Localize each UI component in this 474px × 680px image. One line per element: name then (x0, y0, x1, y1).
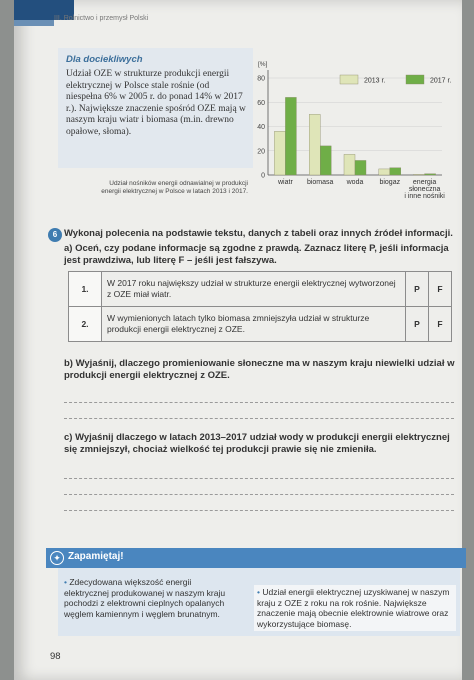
dlo-dociekliwych-title: Dla dociekliwych (66, 54, 143, 65)
row-number: 2. (69, 307, 102, 342)
option-f[interactable]: F (429, 272, 452, 307)
legend-label: 2013 r. (364, 77, 386, 85)
page-number: 98 (50, 651, 61, 662)
bullet-icon: • (257, 587, 263, 597)
zapamietaj-point-2-text: Udział energii elektrycznej uzyskiwanej w naszym kraju z OZE z roku na rok rośnie. Największe znaczenie mają obecnie elektrownie wiatrowe oraz wykorzystujące biomasę. (257, 587, 450, 629)
bar-2013 (344, 154, 355, 175)
answer-line[interactable] (64, 494, 454, 495)
bar-2013 (274, 131, 285, 175)
table-row (69, 307, 452, 342)
y-tick-label: 40 (257, 124, 265, 131)
bar-2017 (425, 174, 436, 175)
task-instruction: Wykonaj polecenia na podstawie tekstu, danych z tabeli oraz innych źródeł informacji. (64, 228, 453, 239)
task-c-label: c) Wyjaśnij dlaczego w latach 2013–2017 udział wody w produkcji energii elektrycznej się zmniejszył, chociaż wielkość tej produkcji prawie się nie zmieniła. (64, 432, 450, 455)
answer-line[interactable] (64, 510, 454, 511)
zapamietaj-point-1 (64, 577, 236, 619)
y-axis-label: [%] (258, 61, 268, 68)
y-tick-label: 60 (257, 99, 265, 107)
zapamietaj-point-1-text: Zdecydowana większość energii elektrycznej produkowanej w naszym kraju pochodzi z elektrowni cieplnych opalanych węglem kamiennym i węglem brunatnym. (64, 577, 226, 619)
running-title: III. Rolnictwo i przemysł Polski (54, 15, 149, 22)
statement-text: W 2017 roku największy udział w strukturze energii elektrycznej wytworzonej z OZE miał wiatr. (102, 272, 406, 307)
bar-2013 (379, 169, 390, 175)
legend-swatch (406, 75, 424, 84)
option-p[interactable]: P (406, 307, 429, 342)
y-tick-label: 0 (261, 172, 265, 180)
table-row (69, 272, 452, 307)
y-tick-label: 80 (257, 75, 265, 83)
bar-2017 (320, 146, 331, 175)
bullet-icon: • (64, 577, 70, 587)
y-tick-label: 20 (257, 148, 265, 156)
bar-2013 (309, 114, 320, 175)
x-category-label: energia słoneczna i inne nośniki (404, 179, 445, 200)
true-false-table (68, 271, 452, 342)
legend-label: 2017 r. (430, 77, 452, 85)
chart-caption: Udział nośników energii odnawialnej w produkcji energii elektrycznej w Polsce w latach 2013 i 2017. (101, 180, 248, 195)
lightbulb-icon: ✦ (50, 551, 64, 565)
dlo-dociekliwych-text: Udział OZE w strukturze produkcji energii elektrycznej w Polsce stale rośnie (od niespełna 6% w 2005 r. do ponad 14% w 2017 r.). Największe znaczenie spośród OZE mają w naszym kraju wiatr i biomasa (m.in. drewno opałowe, słoma). (66, 69, 246, 137)
x-category-label: woda (346, 179, 364, 186)
option-f[interactable]: F (429, 307, 452, 342)
task-a-label: a) Oceń, czy podane informacje są zgodne z prawdą. Zaznacz literę P, jeśli informacja jest prawdziwa, lub literę F – jeśli jest fałszywa. (64, 243, 449, 266)
bar-2017 (285, 97, 296, 175)
bar-2017 (355, 160, 366, 175)
bar-2017 (390, 168, 401, 175)
legend-swatch (340, 75, 358, 84)
option-p[interactable]: P (406, 272, 429, 307)
zapamietaj-point-2 (254, 585, 456, 631)
task-b-label: b) Wyjaśnij, dlaczego promieniowanie słoneczne ma w naszym kraju niewielki udział w produkcji energii elektrycznej z OZE. (64, 358, 455, 381)
zapamietaj-title: Zapamiętaj! (68, 551, 124, 562)
x-category-label: biogaz (379, 179, 401, 186)
bar-2013 (414, 174, 425, 175)
x-category-label: biomasa (306, 179, 334, 186)
x-category-label: wiatr (278, 179, 293, 186)
answer-line[interactable] (64, 478, 454, 479)
answer-line[interactable] (64, 418, 454, 419)
task-number-badge: 6 (48, 228, 62, 242)
statement-text: W wymienionych latach tylko biomasa zmniejszyła udział w strukturze produkcji energii elektrycznej z OZE. (102, 307, 406, 342)
answer-line[interactable] (64, 402, 454, 403)
row-number: 1. (69, 272, 102, 307)
